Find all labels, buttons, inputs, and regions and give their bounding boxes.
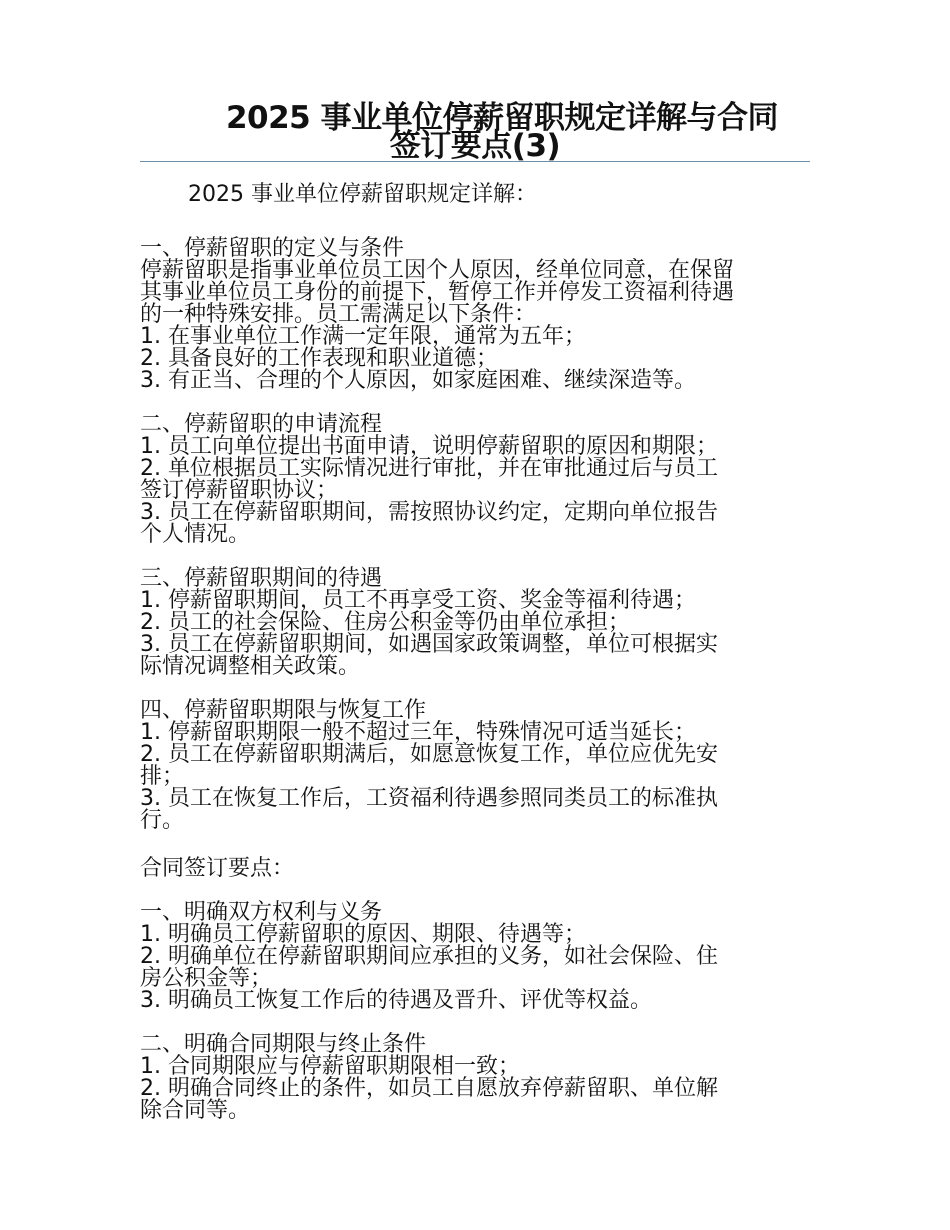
section-body <box>140 1056 812 1122</box>
body-line: 3. 明确员工恢复工作后的待遇及晋升、评优等权益。 <box>140 988 652 1013</box>
intro-heading: 2025 事业单位停薪留职规定详解： <box>188 182 537 207</box>
body-line: 1. 停薪留职期限一般不超过三年，特殊情况可适当延长； <box>140 720 696 745</box>
contract-heading: 合同签订要点： <box>140 856 295 881</box>
regulation-section-3 <box>140 568 812 678</box>
body-line: 际情况调整相关政策。 <box>140 654 361 679</box>
spacer <box>140 1012 812 1034</box>
body-line: 3. 员工在停薪留职期间，需按照协议约定，定期向单位报告 <box>140 500 718 525</box>
body-line: 2. 员工在停薪留职期满后，如愿意恢复工作，单位应优先安 <box>140 742 718 767</box>
body-line: 2. 具备良好的工作表现和职业道德； <box>140 346 498 371</box>
body-line: 2. 明确单位在停薪留职期间应承担的义务，如社会保险、住 <box>140 944 718 969</box>
section-heading: 一、停薪留职的定义与条件 <box>140 236 405 261</box>
section-body <box>140 722 812 832</box>
contract-sections <box>140 902 812 1144</box>
body-line: 停薪留职是指事业单位员工因个人原因，经单位同意，在保留 <box>140 258 735 283</box>
spacer <box>140 1122 812 1144</box>
section-body <box>140 436 812 546</box>
regulation-section-2 <box>140 414 812 546</box>
contract-section-1 <box>140 902 812 1012</box>
body-line: 房公积金等； <box>140 966 273 991</box>
body-line: 3. 员工在停薪留职期间，如遇国家政策调整，单位可根据实 <box>140 632 718 657</box>
section-heading: 三、停薪留职期间的待遇 <box>140 566 383 591</box>
body-line: 2. 单位根据员工实际情况进行审批，并在审批通过后与员工 <box>140 456 718 481</box>
regulation-section-4 <box>140 700 812 832</box>
body-line: 1. 合同期限应与停薪留职期限相一致； <box>140 1054 520 1079</box>
document-body <box>140 180 812 1144</box>
section-body <box>140 924 812 1012</box>
section-heading: 四、停薪留职期限与恢复工作 <box>140 698 427 723</box>
body-line: 排； <box>140 764 185 789</box>
body-line: 3. 有正当、合理的个人原因，如家庭困难、继续深造等。 <box>140 368 696 393</box>
body-line: 1. 停薪留职期间，员工不再享受工资、奖金等福利待遇； <box>140 588 696 613</box>
document-title <box>140 100 810 164</box>
spacer <box>140 546 812 568</box>
body-line: 签订停薪留职协议； <box>140 478 339 503</box>
spacer <box>140 678 812 700</box>
body-line: 1. 员工向单位提出书面申请，说明停薪留职的原因和期限； <box>140 434 718 459</box>
section-body <box>140 590 812 678</box>
section-heading: 二、停薪留职的申请流程 <box>140 412 383 437</box>
body-line: 2. 员工的社会保险、住房公积金等仍由单位承担； <box>140 610 630 635</box>
body-line: 的一种特殊安排。员工需满足以下条件： <box>140 302 537 327</box>
title-divider <box>140 161 810 162</box>
body-line: 1. 在事业单位工作满一定年限，通常为五年； <box>140 324 586 349</box>
body-line: 个人情况。 <box>140 522 251 547</box>
regulation-sections <box>140 238 812 854</box>
section-heading: 二、明确合同期限与终止条件 <box>140 1032 427 1057</box>
section-heading: 一、明确双方权利与义务 <box>140 900 383 925</box>
body-line: 除合同等。 <box>140 1098 251 1123</box>
body-line: 2. 明确合同终止的条件，如员工自愿放弃停薪留职、单位解 <box>140 1076 718 1101</box>
section-body <box>140 260 812 392</box>
contract-section-2 <box>140 1034 812 1122</box>
title-line-2: 签订要点(3) <box>389 128 561 164</box>
body-line: 3. 员工在恢复工作后，工资福利待遇参照同类员工的标准执 <box>140 786 718 811</box>
body-line: 其事业单位员工身份的前提下，暂停工作并停发工资福利待遇 <box>140 280 735 305</box>
spacer <box>140 832 812 854</box>
body-line: 1. 明确员工停薪留职的原因、期限、待遇等； <box>140 922 586 947</box>
title-line-1: 2025 事业单位停薪留职规定详解与合同 <box>225 100 779 136</box>
regulation-section-1 <box>140 238 812 392</box>
spacer <box>140 210 812 238</box>
spacer <box>140 392 812 414</box>
body-line: 行。 <box>140 808 185 833</box>
